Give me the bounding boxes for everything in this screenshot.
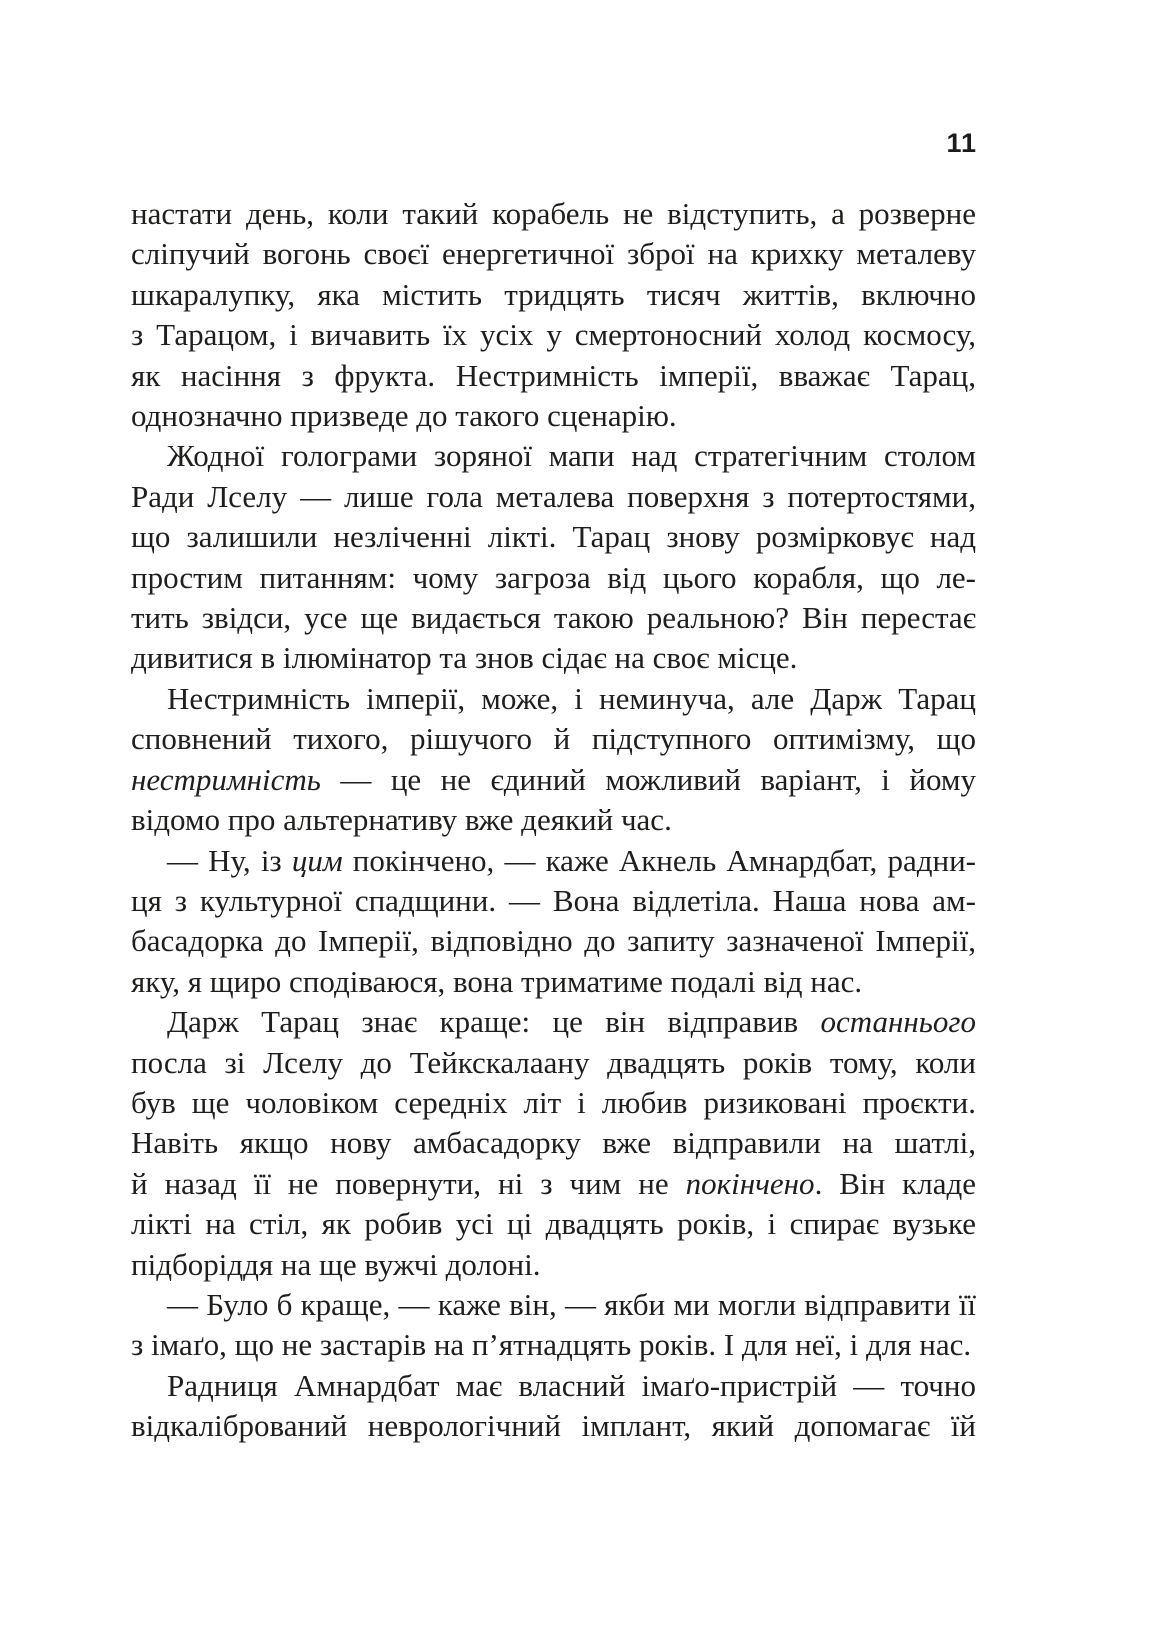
- text-line: [131, 477, 976, 517]
- text-run: Жодної голограми зоряної мапи над стратегічним столом: [167, 438, 976, 474]
- text-line: [131, 1002, 976, 1042]
- text-line: [131, 517, 976, 557]
- text-run: настати день, коли такий корабель не відступить, а розверне: [131, 196, 976, 231]
- text-line: [131, 1366, 976, 1406]
- text-run: шкаралупку, яка містить тридцять тисяч життів, включно: [131, 276, 976, 312]
- text-line: [131, 1204, 976, 1244]
- page-number: 11: [946, 128, 977, 158]
- text-run: однозначно призведе до такого сценарію.: [131, 398, 677, 434]
- text-run: підборіддя на ще вужчі долоні.: [131, 1246, 541, 1282]
- text-line: [131, 396, 976, 436]
- text-run: Радниця Амнардбат має власний імаґо-пристрій — точно: [167, 1367, 976, 1403]
- text-line: [131, 1083, 976, 1123]
- italic-text-run: покінчено: [685, 1165, 815, 1201]
- text-line: [131, 1406, 976, 1446]
- text-line: [131, 1325, 976, 1365]
- text-line: [131, 356, 976, 396]
- text-line: [131, 679, 976, 719]
- text-line: [131, 800, 976, 840]
- text-run: . Він кладе: [814, 1165, 977, 1201]
- text-line: [131, 841, 976, 881]
- text-run: як насіння з фрукта. Нестримність імперії, вважає Тарац,: [131, 357, 976, 393]
- text-run: лікті на стіл, як робив усі ці двадцять років, і спирає вузьке: [131, 1206, 976, 1242]
- text-run: ця з культурної спадщини. — Вона відлетіла. Наша нова ам-: [131, 882, 976, 918]
- text-run: — Було б краще, — каже він, — якби ми могли відправити її: [167, 1286, 976, 1322]
- text-line: [131, 962, 976, 1002]
- text-run: тить звідси, усе ще видається такою реальною? Він перестає: [131, 600, 976, 636]
- text-line: [131, 558, 976, 598]
- text-run: — це не єдиний можливий варіант, і йому: [320, 761, 976, 797]
- text-run: й назад її не повернути, ні з чим не: [131, 1165, 686, 1201]
- text-run: Дарж Тарац знає краще: це він відправив: [167, 1004, 821, 1040]
- text-run: сповнений тихого, рішучого й підступного оптимізму, що: [131, 721, 976, 757]
- text-line: [131, 194, 976, 234]
- text-line: [131, 760, 976, 800]
- text-line: [131, 1123, 976, 1163]
- text-run: дивитися в ілюмінатор та знов сідає на своє місце.: [131, 640, 798, 676]
- text-run: яку, я щиро сподіваюся, вона триматиме подалі від нас.: [131, 963, 863, 999]
- text-run: — Ну, із: [167, 842, 292, 878]
- text-line: [131, 275, 976, 315]
- text-run: що залишили незліченні лікті. Тарац знову розмірковує над: [131, 519, 976, 555]
- text-line: [131, 1043, 976, 1083]
- text-block: [131, 194, 976, 1447]
- text-run: сліпучий вогонь своєї енергетичної зброї на крихку металеву: [131, 236, 976, 272]
- text-run: був ще чоловіком середніх літ і любив ризиковані проєкти.: [131, 1084, 976, 1120]
- text-line: [131, 1285, 976, 1325]
- text-line: [131, 881, 976, 921]
- text-run: відкалібрований неврологічний імплант, який допомагає їй: [131, 1408, 976, 1444]
- text-line: [131, 1164, 976, 1204]
- text-line: [131, 921, 976, 961]
- text-line: [131, 598, 976, 638]
- text-line: [131, 234, 976, 274]
- text-run: Ради Лселу — лише гола металева поверхня з потертостями,: [131, 478, 976, 514]
- italic-text-run: останнього: [820, 1004, 976, 1040]
- text-line: [131, 719, 976, 759]
- italic-text-run: нестримність: [131, 761, 321, 797]
- text-line: [131, 638, 976, 678]
- italic-text-run: цим: [291, 842, 343, 878]
- text-run: з імаґо, що не застарів на п’ятнадцять років. І для неї, і для нас.: [131, 1327, 972, 1363]
- text-line: [131, 1245, 976, 1285]
- text-line: [131, 436, 976, 476]
- text-run: Нестримність імперії, може, і неминуча, але Дарж Тарац: [167, 680, 976, 716]
- text-run: Навіть якщо нову амбасадорку вже відправили на шатлі,: [131, 1125, 976, 1161]
- text-run: відомо про альтернативу вже деякий час.: [131, 802, 672, 838]
- text-run: з Тарацом, і вичавить їх усіх у смертоносний холод космосу,: [131, 317, 976, 353]
- text-line: [131, 315, 976, 355]
- text-run: покінчено, — каже Акнель Амнардбат, радни-: [342, 842, 976, 878]
- text-run: посла зі Лселу до Тейкскалаану двадцять років тому, коли: [131, 1044, 976, 1080]
- text-run: простим питанням: чому загроза від цього корабля, що ле-: [131, 559, 976, 595]
- text-run: басадорка до Імперії, відповідно до запиту зазначеної Імперії,: [131, 923, 976, 959]
